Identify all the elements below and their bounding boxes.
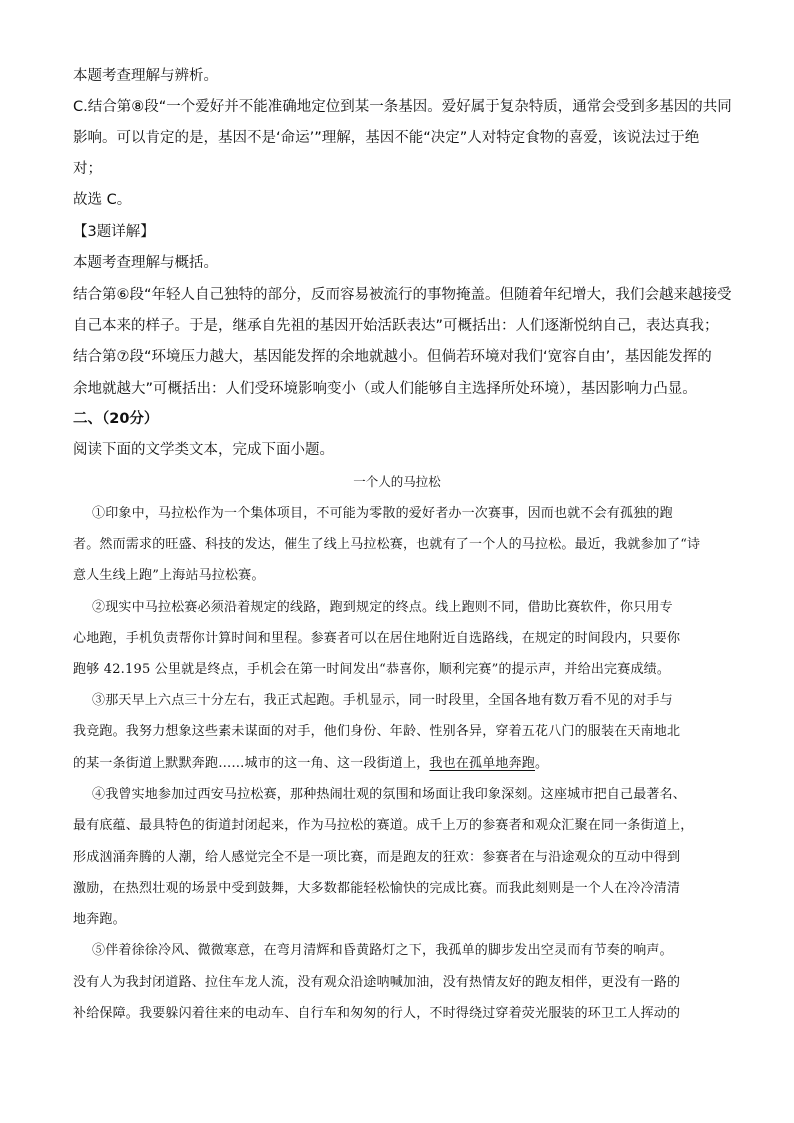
story-title: 一个人的马拉松 — [353, 474, 441, 489]
analysis-line: C.结合第⑧段“一个爱好并不能准确地定位到某一条基因。爱好属于复杂特质，通常会受到多基因的共同 — [73, 99, 732, 115]
story-line: ⑤伴着徐徐冷风、微微寒意，在弯月清辉和昏黄路灯之下，我孤单的脚步发出空灵而有节奏的响声。 — [92, 943, 673, 958]
story-line: 形成汹涌奔腾的人潮，给人感觉完全不是一项比赛，而是跑友的狂欢：参赛者在与沿途观众的互动中得到 — [73, 850, 681, 865]
story-line: 地奔跑。 — [73, 912, 126, 927]
instruction-text: 阅读下面的文学类文本，完成下面小题。 — [73, 442, 334, 458]
analysis-line: 结合第⑥段“年轻人自己独特的部分，反而容易被流行的事物掩盖。但随着年纪增大，我们会越来越接受 — [73, 287, 732, 303]
story-line: ③那天早上六点三十分左右，我正式起跑。手机显示，同一时段里，全国各地有数万看不见的对手与 — [92, 693, 673, 708]
analysis-line: 对； — [73, 161, 102, 177]
story-line: ④我曾实地参加过西安马拉松赛，那种热闹壮观的氛围和场面让我印象深刻。这座城市把自己最著名、 — [92, 787, 687, 802]
analysis-line: 结合第⑦段“环境压力越大，基因能发挥的余地就越小。但倘若环境对我们‘宽容自由’，基因能发挥的 — [73, 349, 712, 365]
story-line: 没有人为我封闭道路、拉住车龙人流，没有观众沿途呐喊加油，没有热情友好的跑友相伴，更没有一路的 — [73, 975, 681, 990]
story-text: 的某一条街道上默默奔跑……城市的这一角、这一段街道上， — [73, 756, 430, 771]
analysis-line: 故选 C。 — [73, 192, 132, 208]
analysis-line: 本题考查理解与辨析。 — [73, 68, 218, 84]
story-line: 最有底蕴、最具特色的街道封闭起来，作为马拉松的赛道。成千上万的参赛者和观众汇聚在同一条街道上， — [73, 818, 694, 833]
section-heading: 二、（20分） — [73, 411, 159, 427]
story-line: 激励，在热烈壮观的场景中受到鼓舞，大多数都能轻松愉快的完成比赛。而我此刻则是一个人在冷冷清清 — [73, 881, 681, 896]
story-line: ①印象中，马拉松作为一个集体项目，不可能为零散的爱好者办一次赛事，因而也就不会有孤独的跑 — [92, 506, 673, 521]
story-line: 意人生线上跑”上海站马拉松赛。 — [73, 568, 265, 583]
story-line: 我竞跑。我努力想象这些素未谋面的对手，他们身份、年龄、性别各异，穿着五花八门的服装在天南地北 — [73, 724, 681, 739]
analysis-line: 余地就越大”可概括出：人们受环境影响变小（或人们能够自主选择所处环境），基因影响力凸显。 — [73, 381, 697, 397]
story-line: 心地跑，手机负责帮你计算时间和里程。参赛者可以在居住地附近自选路线，在规定的时间段内，只要你 — [73, 631, 681, 646]
underlined-phrase: 我也在孤单地奔跑 — [429, 756, 536, 771]
analysis-line: 本题考查理解与概括。 — [73, 255, 218, 271]
analysis-line: 影响。可以肯定的是，基因不是‘命运’”理解，基因不能“决定”人对特定食物的喜爱，该说法过于绝 — [73, 130, 700, 146]
analysis-line: 自己本来的样子。于是，继承自先祖的基因开始活跃表达”可概括出：人们逐渐悦纳自己，表达真我； — [73, 318, 719, 334]
question-heading: 【3题详解】 — [73, 224, 155, 240]
story-line: 补给保障。我要躲闪着往来的电动车、自行车和匆匆的行人，不时得绕过穿着荧光服装的环卫工人挥动的 — [73, 1006, 681, 1021]
story-text: 。 — [535, 756, 549, 771]
story-line: ②现实中马拉松赛必须沿着规定的线路，跑到规定的终点。线上跑则不同，借助比赛软件，你只用专 — [92, 600, 673, 615]
story-line: 者。然而需求的旺盛、科技的发达，催生了线上马拉松赛，也就有了一个人的马拉松。最近，我就参加了“诗 — [73, 537, 701, 552]
story-line: 跑够 42.195 公里就是终点，手机会在第一时间发出“恭喜你，顺利完赛”的提示声，并给出完赛成绩。 — [73, 662, 671, 677]
story-line — [73, 755, 548, 773]
